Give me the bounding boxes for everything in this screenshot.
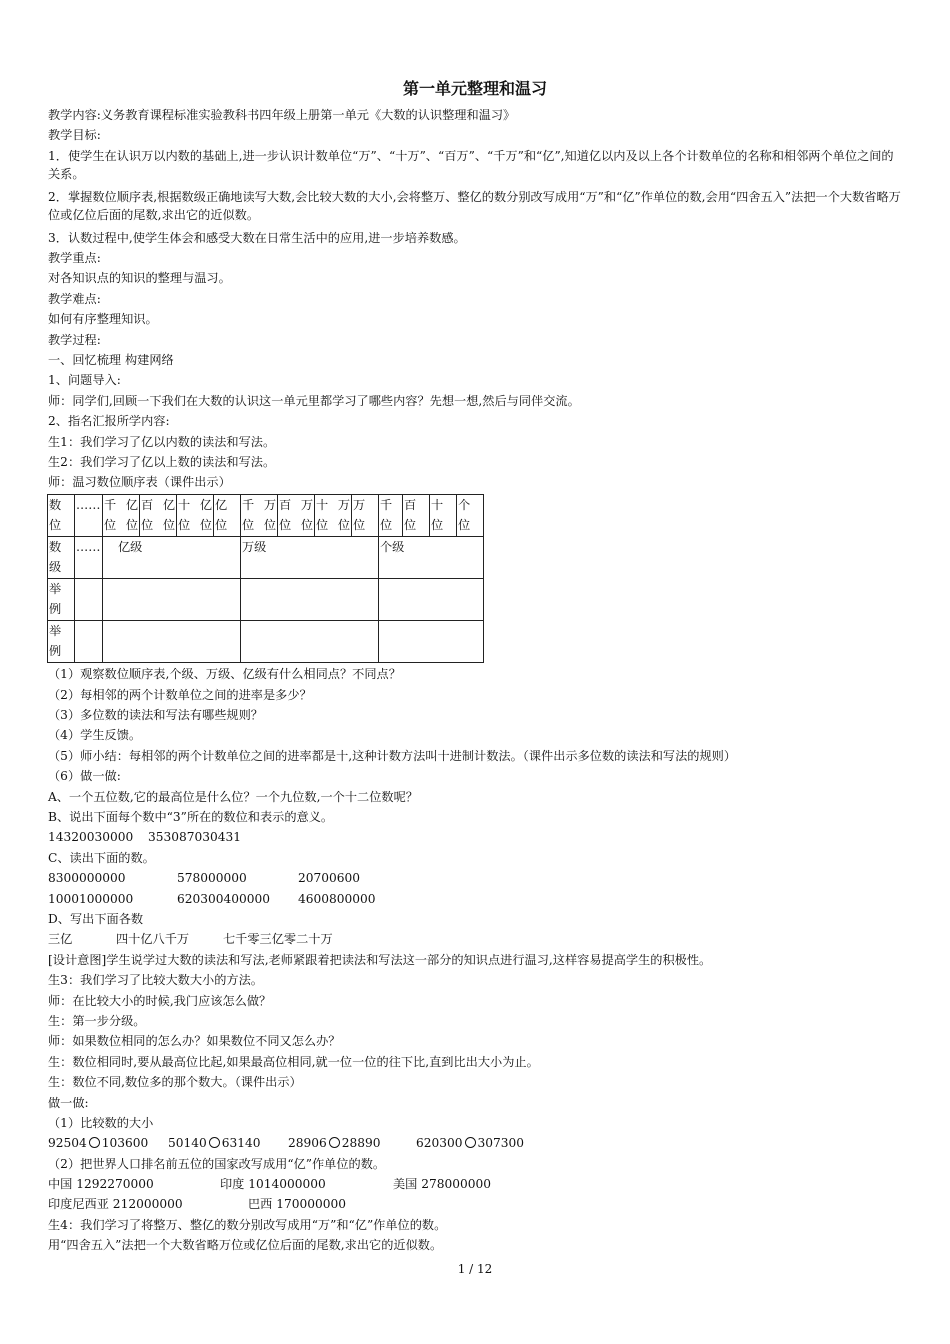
observe-question-2: （2）每相邻的两个计数单位之间的进率是多少？ bbox=[48, 688, 312, 702]
exercise-c-row-1: 8300000000 578000000 20700600 bbox=[48, 871, 361, 885]
section-1-heading: 一、回忆梳理 构建网络 bbox=[48, 353, 174, 367]
table-cell bbox=[379, 579, 484, 621]
place-value-table bbox=[47, 494, 484, 663]
table-cell: 万 位 bbox=[352, 495, 379, 537]
table-row bbox=[48, 537, 484, 579]
exercise-d: D、写出下面各数 bbox=[48, 912, 144, 926]
process-heading: 教学过程: bbox=[48, 333, 101, 347]
table-cell bbox=[241, 621, 379, 663]
student-line-4: 生4：我们学习了将整万、整亿的数分别改写成用“万”和“亿”作单位的数。 bbox=[48, 1218, 447, 1232]
goals-heading: 教学目标: bbox=[48, 128, 101, 142]
table-cell: 十 万 位 位 bbox=[315, 495, 352, 537]
exercise-c: C、读出下面的数。 bbox=[48, 851, 155, 865]
exercise-b-numbers: 14320030000 353087030431 bbox=[48, 830, 242, 844]
exercise-b: B、说出下面每个数中“3”所在的数位和表示的意义。 bbox=[48, 810, 334, 824]
compare-circle[interactable] bbox=[329, 1137, 340, 1148]
table-cell bbox=[241, 579, 379, 621]
observe-question-3: （3）多位数的读法和写法有哪些规则？ bbox=[48, 708, 263, 722]
table-cell: 数 级 bbox=[48, 537, 75, 579]
question-report: 2、指名汇报所学内容: bbox=[48, 414, 170, 428]
table-cell: 亿级 bbox=[103, 537, 241, 579]
observe-question-4: （4）学生反馈。 bbox=[48, 728, 142, 742]
population-row-2: 印度尼西亚 212000000 巴西 170000000 bbox=[48, 1197, 347, 1211]
goal-1: 1．使学生在认识万以内数的基础上,进一步认识计数单位“万”、“十万”、“百万”、“千万”和“亿”,知道亿以内及以上各个计数单位的名称和相邻两个单位之间的关系。 bbox=[48, 149, 894, 181]
table-cell: …… bbox=[75, 495, 103, 537]
observe-question-5: （5）师小结：每相邻的两个计数单位之间的进率都是十,这种计数方法叫十进制计数法。（课件出示多位数的读法和写法的规则） bbox=[48, 749, 737, 763]
difficulty: 如何有序整理知识。 bbox=[48, 312, 158, 326]
table-cell: 举 例 bbox=[48, 621, 75, 663]
table-cell: 万级 bbox=[241, 537, 379, 579]
population-row-1: 中国 1292270000 印度 1014000000 美国 278000000 bbox=[48, 1177, 492, 1191]
difficulty-heading: 教学难点: bbox=[48, 292, 101, 306]
table-cell bbox=[103, 621, 241, 663]
compare-circle[interactable] bbox=[465, 1137, 476, 1148]
table-row bbox=[48, 621, 484, 663]
table-cell: 数 位 bbox=[48, 495, 75, 537]
compare-circle[interactable] bbox=[89, 1137, 100, 1148]
table-cell: 千 亿 位 位 bbox=[103, 495, 140, 537]
table-cell bbox=[103, 579, 241, 621]
exercise-c-row-2: 10001000000 620300400000 4600800000 bbox=[48, 892, 376, 906]
practice-2: （2）把世界人口排名前五位的国家改写成用“亿”作单位的数。 bbox=[48, 1157, 386, 1171]
teaching-content: 教学内容:义务教育课程标准实验教科书四年级上册第一单元《大数的认识整理和温习》 bbox=[48, 108, 516, 122]
compare-circle[interactable] bbox=[209, 1137, 220, 1148]
table-cell bbox=[379, 621, 484, 663]
table-cell: 十 亿 位 位 bbox=[177, 495, 214, 537]
exercise-d-words: 三亿 四十亿八千万 七千零三亿零二十万 bbox=[48, 932, 333, 946]
table-cell: 百 位 bbox=[403, 495, 430, 537]
teacher-line-4: 师：如果数位相同的怎么办？如果数位不同又怎么办？ bbox=[48, 1034, 341, 1048]
goal-3: 3．认数过程中,使学生体会和感受大数在日常生活中的应用,进一步培养数感。 bbox=[48, 231, 466, 245]
table-cell: 亿 位 bbox=[214, 495, 241, 537]
observe-question-1: （1）观察数位顺序表,个级、万级、亿级有什么相同点？不同点？ bbox=[48, 667, 401, 681]
observe-question-6: （6）做一做: bbox=[48, 769, 121, 783]
table-cell: 千 万 位 位 bbox=[241, 495, 278, 537]
table-cell bbox=[75, 621, 103, 663]
table-cell: 百 万 位 位 bbox=[278, 495, 315, 537]
table-cell bbox=[75, 579, 103, 621]
practice-1: （1）比较数的大小 bbox=[48, 1116, 154, 1130]
student-line-1: 生1：我们学习了亿以内数的读法和写法。 bbox=[48, 435, 276, 449]
table-row bbox=[48, 579, 484, 621]
table-row bbox=[48, 495, 484, 537]
teacher-line-3: 师：在比较大小的时候,我门应该怎么做？ bbox=[48, 994, 272, 1008]
teacher-line-1: 师：同学们,回顾一下我们在大数的认识这一单元里都学习了哪些内容？先想一想,然后与同伴交流。 bbox=[48, 394, 580, 408]
table-cell: 个级 bbox=[379, 537, 484, 579]
teacher-line-2: 师：温习数位顺序表（课件出示） bbox=[48, 475, 231, 489]
rounding-line: 用“四舍五入”法把一个大数省略万位或亿位后面的尾数,求出它的近似数。 bbox=[48, 1238, 443, 1252]
table-cell: …… bbox=[75, 537, 103, 579]
compare-row: 92504 103600 50140 63140 28906 28890 620300 307300 bbox=[48, 1136, 525, 1150]
student-line-grade: 生：第一步分级。 bbox=[48, 1014, 146, 1028]
goal-2: 2．掌握数位顺序表,根据数级正确地读写大数,会比较大数的大小,会将整万、整亿的数分别改写成用“万”和“亿”作单位的数,会用“四舍五入”法把一个大数省略万位或亿位后面的尾数,求出它的近似数。 bbox=[48, 190, 901, 222]
student-line-same-digits: 生：数位相同时,要从最高位比起,如果最高位相同,就一位一位的往下比,直到比出大小为止。 bbox=[48, 1055, 539, 1069]
practice-heading: 做一做: bbox=[48, 1096, 89, 1110]
exercise-a: A、一个五位数,它的最高位是什么位？一个九位数,一个十二位数呢？ bbox=[48, 790, 418, 804]
table-cell: 个位 bbox=[457, 495, 484, 537]
question-intro: 1、问题导入: bbox=[48, 373, 121, 387]
table-cell: 举 例 bbox=[48, 579, 75, 621]
design-intent: [设计意图]学生说学过大数的读法和写法,老师紧跟着把读法和写法这一部分的知识点进行温习,这样容易提高学生的积极性。 bbox=[48, 953, 712, 967]
student-line-diff-digits: 生：数位不同,数位多的那个数大。（课件出示） bbox=[48, 1075, 302, 1089]
key-point: 对各知识点的知识的整理与温习。 bbox=[48, 271, 231, 285]
table-cell: 十 位 bbox=[430, 495, 457, 537]
student-line-2: 生2：我们学习了亿以上数的读法和写法。 bbox=[48, 455, 276, 469]
key-point-heading: 教学重点: bbox=[48, 251, 101, 265]
student-line-3: 生3：我们学习了比较大数大小的方法。 bbox=[48, 973, 263, 987]
page-title: 第一单元整理和温习 bbox=[402, 79, 547, 98]
table-cell: 千 位 bbox=[379, 495, 403, 537]
page-number: 1 / 12 bbox=[457, 1262, 493, 1276]
table-cell: 百 亿 位 位 bbox=[140, 495, 177, 537]
